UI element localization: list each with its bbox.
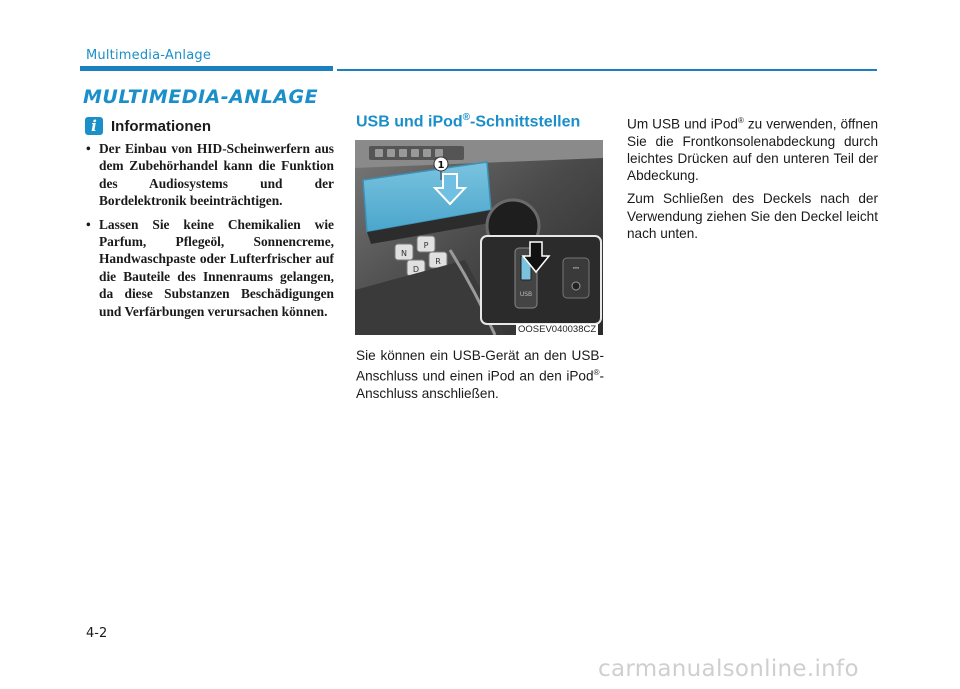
center-console-figure (355, 140, 603, 335)
watermark: carmanualsonline.info (598, 656, 859, 682)
heading-text-post: -Schnittstellen (470, 113, 581, 131)
usb-port-inset (481, 236, 601, 324)
registered-mark: ® (462, 112, 471, 123)
figure-code: OOSEV040038CZ (518, 324, 597, 335)
para1-post: zu verwenden, öffnen Sie die Frontkonsolenabdeckung durch leichtes Drücken auf den unteren Teil der Abdeckung. (627, 116, 879, 184)
usb-paragraph-post: -Anschluss anschließen. (356, 368, 604, 401)
gear-label: R (435, 257, 441, 266)
cover-open-paragraph (627, 112, 878, 184)
usb-paragraph (356, 347, 604, 402)
usb-section-heading (356, 112, 580, 131)
power-outlet-icon: ⎓ (572, 263, 580, 272)
registered-mark: ® (737, 116, 744, 125)
usb-label: USB (519, 291, 533, 298)
gear-label: N (401, 249, 407, 258)
info-heading (85, 116, 211, 136)
gear-label: D (412, 265, 420, 274)
header-section-label: Multimedia-Anlage (86, 48, 212, 63)
callout-number: 1 (437, 160, 445, 171)
info-item: • Lassen Sie keine Chemikalien wie Parfum, Pflegeöl, Sonnencreme, Handwaschpaste oder Lufterfrischer auf die Bauteile des Innenraums gelangen, da diese Substanzen Beschädigungen und Verfärbungen verursachen können. (86, 216, 334, 320)
heading-text-pre: USB und iPod (356, 113, 463, 131)
aux-socket (572, 282, 580, 290)
info-icon (85, 117, 103, 135)
gear-label: P (423, 241, 429, 250)
console-illustration (355, 140, 603, 335)
section-title: MULTIMEDIA-ANLAGE (83, 86, 319, 108)
header-rule-thin (337, 69, 877, 71)
info-item: • Der Einbau von HID-Scheinwerfern aus dem Zubehörhandel kann die Funktion des Audiosystems und der Bordelektronik beeinträchtigen. (86, 140, 334, 210)
info-title: Informationen (111, 117, 211, 135)
info-icon-glyph: i (91, 117, 97, 135)
info-list (86, 140, 334, 326)
column-3 (627, 112, 878, 248)
para1-pre: Um USB und iPod (627, 116, 738, 132)
page-number: 4-2 (86, 626, 108, 641)
cover-close-paragraph: Zum Schließen des Deckels nach der Verwendung ziehen Sie den Deckel leicht nach unten. (627, 191, 878, 241)
registered-mark: ® (593, 368, 600, 378)
usb-paragraph-pre: Sie können ein USB-Gerät an den USB-Anschluss und einen iPod an den iPod (356, 348, 604, 384)
header-rule-thick (80, 66, 333, 71)
